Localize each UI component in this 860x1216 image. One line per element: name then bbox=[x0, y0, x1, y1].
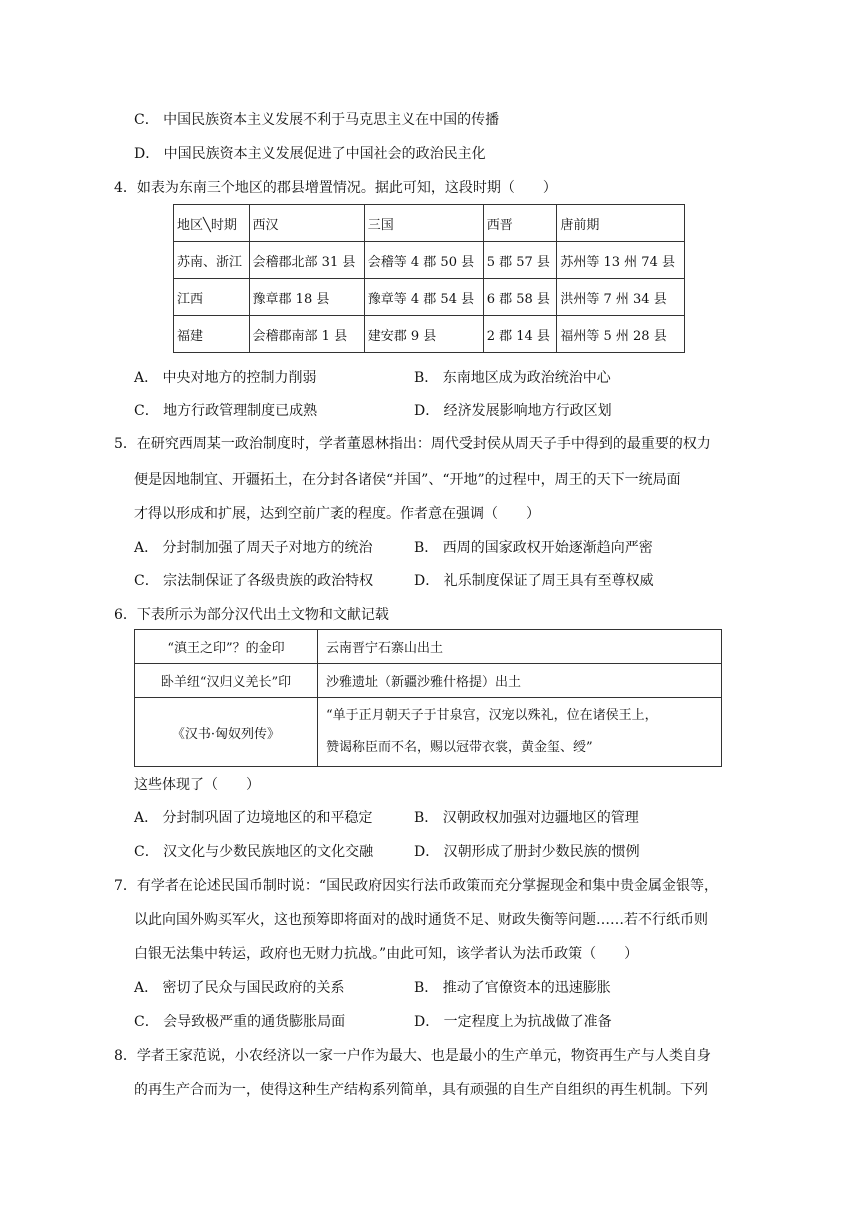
table-cell: 苏南、浙江 bbox=[174, 242, 250, 279]
table-cell: 5 郡 57 县 bbox=[483, 242, 557, 279]
table-cell: 云南晋宁石寨山出土 bbox=[318, 630, 722, 664]
q4-option-c: C． 地方行政管理制度已成熟 bbox=[134, 403, 318, 419]
table-cell: 江西 bbox=[174, 279, 250, 316]
table-cell: 2 郡 14 县 bbox=[483, 316, 557, 353]
table-cell: 西汉 bbox=[249, 205, 364, 242]
q7-stem-line-1: 7．有学者在论述民国币制时说：“国民政府因实行法币政策而充分掌握现金和集中贵金属金银等， bbox=[114, 878, 719, 894]
q4-option-a: A． 中央对地方的控制力削弱 bbox=[134, 370, 317, 386]
table-cell: 沙雅遗址（新疆沙雅什格提）出土 bbox=[318, 664, 722, 698]
table-row bbox=[174, 205, 685, 242]
q7-stem-line-3: 白银无法集中转运，政府也无财力抗战。”由此可知，该学者认为法币政策（ ） bbox=[134, 946, 639, 962]
table-cell: 西晋 bbox=[483, 205, 557, 242]
q7-stem-line-2: 以此向国外购买军火，这也预筹即将面对的战时通货不足、财政失衡等问题……若不行纸币则 bbox=[134, 912, 708, 928]
quote-line-1: “单于正月朝天子于甘泉宫，汉宠以殊礼，位在诸侯王上， bbox=[326, 708, 658, 723]
table-row bbox=[174, 316, 685, 353]
table-row bbox=[135, 664, 722, 698]
table-cell: 会稽郡南部 1 县 bbox=[249, 316, 364, 353]
q5-stem-line-2: 便是因地制宜、开疆拓土，在分封各诸侯“并国”、“开地”的过程中，周王的天下一统局面 bbox=[134, 472, 681, 488]
q6-option-c: C． 汉文化与少数民族地区的文化交融 bbox=[134, 844, 374, 860]
q6-stem: 6．下表所示为部分汉代出土文物和文献记载 bbox=[114, 607, 389, 623]
q3-option-d: D． 中国民族资本主义发展促进了中国社会的政治民主化 bbox=[134, 146, 486, 162]
table-cell bbox=[318, 698, 722, 767]
q7-option-d: D． 一定程度上为抗战做了准备 bbox=[414, 1014, 612, 1030]
table-row bbox=[135, 698, 722, 767]
q8-stem-line-1: 8．学者王家范说，小农经济以一家一户作为最大、也是最小的生产单元，物资再生产与人类自身 bbox=[114, 1048, 711, 1064]
q3-option-c: C． 中国民族资本主义发展不利于马克思主义在中国的传播 bbox=[134, 112, 500, 128]
q6-option-a: A． 分封制巩固了边境地区的和平稳定 bbox=[134, 810, 373, 826]
table-cell: 豫章等 4 郡 54 县 bbox=[364, 279, 483, 316]
table-cell: 6 郡 58 县 bbox=[483, 279, 557, 316]
table-row bbox=[174, 279, 685, 316]
q5-stem-line-1: 5．在研究西周某一政治制度时，学者董恩林指出：周代受封侯从周天子手中得到的最重要的权力 bbox=[114, 436, 711, 452]
q7-option-c: C． 会导致极严重的通货膨胀局面 bbox=[134, 1014, 346, 1030]
q6-table bbox=[134, 629, 722, 767]
table-cell: 唐前期 bbox=[557, 205, 685, 242]
q6-after-text: 这些体现了（ ） bbox=[134, 777, 260, 793]
table-cell: 苏州等 13 州 74 县 bbox=[557, 242, 685, 279]
table-row bbox=[174, 242, 685, 279]
table-cell: 地区╲时期 bbox=[174, 205, 250, 242]
table-cell: 福建 bbox=[174, 316, 250, 353]
q4-option-d: D． 经济发展影响地方行政区划 bbox=[414, 403, 612, 419]
q4-table bbox=[173, 204, 685, 353]
q5-option-d: D． 礼乐制度保证了周王具有至尊权威 bbox=[414, 573, 654, 589]
q6-option-b: B． 汉朝政权加强对边疆地区的管理 bbox=[414, 810, 639, 826]
quote-line-2: 赞谒称臣而不名，赐以冠带衣裳，黄金玺、绶” bbox=[326, 740, 593, 755]
table-cell: 建安郡 9 县 bbox=[364, 316, 483, 353]
q5-option-b: B． 西周的国家政权开始逐渐趋向严密 bbox=[414, 540, 653, 556]
table-row bbox=[135, 630, 722, 664]
q5-option-c: C． 宗法制保证了各级贵族的政治特权 bbox=[134, 573, 374, 589]
q5-option-a: A． 分封制加强了周天子对地方的统治 bbox=[134, 540, 373, 556]
table-cell: 《汉书·匈奴列传》 bbox=[135, 698, 318, 767]
q5-stem-line-3: 才得以形成和扩展，达到空前广袤的程度。作者意在强调（ ） bbox=[134, 506, 540, 522]
table-cell: 豫章郡 18 县 bbox=[249, 279, 364, 316]
q6-option-d: D． 汉朝形成了册封少数民族的惯例 bbox=[414, 844, 640, 860]
table-cell: 三国 bbox=[364, 205, 483, 242]
q7-option-a: A． 密切了民众与国民政府的关系 bbox=[134, 980, 345, 996]
table-cell: 会稽郡北部 31 县 bbox=[249, 242, 364, 279]
q7-option-b: B． 推动了官僚资本的迅速膨胀 bbox=[414, 980, 611, 996]
q4-stem: 4．如表为东南三个地区的郡县增置情况。据此可知，这段时期（ ） bbox=[114, 180, 557, 196]
table-cell: 卧羊纽“汉归义羌长”印 bbox=[135, 664, 318, 698]
table-cell: 洪州等 7 州 34 县 bbox=[557, 279, 685, 316]
table-cell: 福州等 5 州 28 县 bbox=[557, 316, 685, 353]
table-cell: “滇王之印”？的金印 bbox=[135, 630, 318, 664]
table-cell: 会稽等 4 郡 50 县 bbox=[364, 242, 483, 279]
q4-option-b: B． 东南地区成为政治统治中心 bbox=[414, 370, 611, 386]
q8-stem-line-2: 的再生产合而为一，使得这种生产结构系列简单，具有顽强的自生产自组织的再生机制。下列 bbox=[134, 1082, 708, 1098]
